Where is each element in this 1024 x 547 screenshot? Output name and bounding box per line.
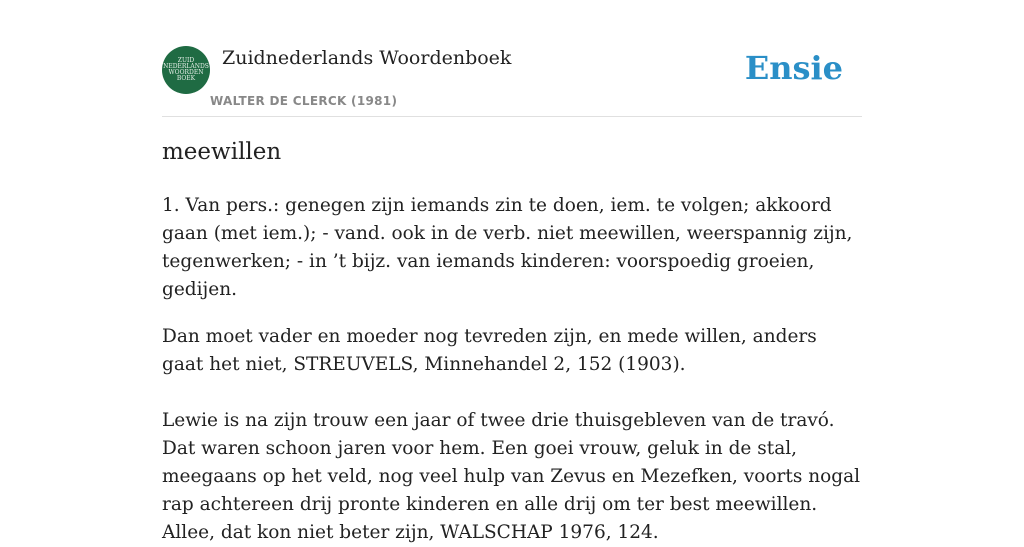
site-header — [162, 46, 862, 117]
dictionary-title[interactable]: Zuidnederlands Woordenboek — [222, 47, 512, 69]
logo-text-line: WOORDEN — [168, 69, 204, 76]
entry-title: meewillen — [162, 139, 282, 165]
logo-text-line: NEDERLANDS — [163, 63, 209, 70]
dictionary-logo[interactable] — [162, 46, 210, 94]
entry-content — [162, 192, 862, 547]
logo-text-line: BOEK — [176, 75, 196, 82]
definition-text: 1. Van pers.: genegen zijn iemands zin te doen, iem. te volgen; akkoord gaan (met iem.); - vand. ook in de verb. niet meewillen, weerspannig zijn, tegenwerken; - in ’t bijz. van iemands kinderen: voorspoedig groeien, gedijen. — [162, 195, 853, 300]
ensie-brand-link[interactable]: Ensie — [744, 49, 843, 87]
logo-text-line: ZUID — [177, 57, 195, 64]
dictionary-author: WALTER DE CLERCK (1981) — [210, 94, 398, 108]
quote-text: Lewie is na zijn trouw een jaar of twee drie thuisgebleven van de travó. Dat waren schoon jaren voor hem. Een goei vrouw, geluk in de stal, meegaans op het veld, nog veel hulp van Zevus en Mezefken, voorts nogal rap achtereen drij pronte kinderen en alle drij om ter best meewillen. Allee, dat kon niet beter zijn, WALSCHAP 1976, 124. — [162, 410, 861, 543]
quote-text: Dan moet vader en moeder nog tevreden zijn, en mede willen, anders gaat het niet, STREUVELS, Minnehandel 2, 152 (1903). — [162, 326, 817, 375]
